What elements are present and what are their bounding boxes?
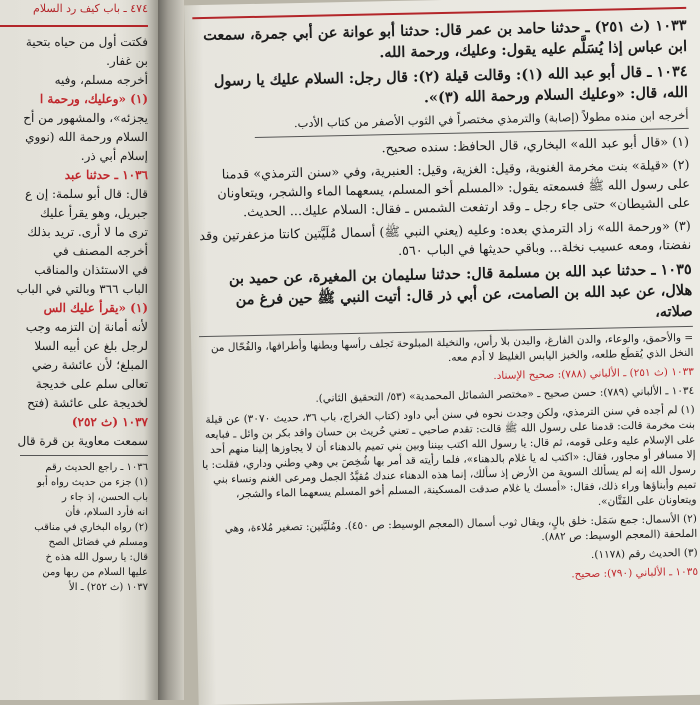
left-page-line: بن غفار. [106, 54, 148, 68]
left-page-line: انه فأرد السلام، فأن [65, 507, 148, 518]
note-1: (١) «قال أبو عبد الله» البخاري، قال الحافظ: سنده صحيح. [381, 134, 690, 157]
left-page-line: ومسلم في فضائل الصح [48, 537, 148, 548]
footnote-g: ١٠٣٥ ـ الألباني (٧٩٠): صحيح. [571, 565, 699, 581]
hadith-1034: ١٠٣٤ ـ قال أبو عبد الله (١): وقالت قيلة (٢): قال رجل: السلام عليك يا رسول الله، قال: «وعليك السلام ورحمة الله (٣)». [213, 62, 689, 107]
left-page-line: أخرجه مسلم، وفيه [54, 73, 148, 87]
footnote-e: (٢) الأسمال: جمع سَمَل: خلق بالٍ، ويقال ثوب أسمال (المعجم الوسيط: ص ٤٥٠). ومُلَيَّتين: تصغير مُلاءة، وهي الملحفة (المعجم الوسيط: ص ٨٨٢). [224, 512, 698, 544]
left-page-line: إسلام أبي ذر. [80, 149, 148, 163]
hadith-1033: ١٠٣٣ (ث ٢٥١) ـ حدثنا حامد بن عمر قال: حدثنا أبو عوانة عن أبي جمرة، سمعت ابن عباس إذا يُسَلَّم عليه يقول: وعليك، ورحمة الله. [202, 16, 688, 62]
left-page-line: فكتت أول من حياه بتحية [25, 35, 148, 49]
left-page-line: لخديجة على عائشة (فتح [27, 396, 148, 410]
left-header-rule [0, 25, 148, 27]
footnote-d: (١) لم أجده في سنن الترمذي، ولكن وجدت نحوه في سنن أبي داود (كتاب الخراج، باب ٣٦، حديث ٣٠٧٠) عن قيلة بنت مخرمة قالت: قدمنا على رسول الله ﷺ قالت: تقدم صاحبي ـ تعني حُريث بن حسان وافد بكر بن وائل ـ فبايعه على الإسلام عليه وعلى قومه، ثم قال: يا رسول الله اكتب بيننا وبين بني تميم بالدهناء أن لا يجاوزها إلينا منهم أحد إلا مسافر أو مجاور، فقال: «اكتب له يا غلام بالدهناء»، فلما رأيته قد أمر بها شُخِصَ بي وهي وطني وداري، فقلت: يا رسول الله إنه لم يسألك السوية من الأرض إذ سألك، إنما هذه الدهناء عندك مُقيَّدُ الجمل ومرعى الغنم ونساء بني تميم وأبناؤها وراء ذلك، فقال: «أمسك يا غلام صدقت المسكينة، المسلم أخو المسلم يسعهما الماء والشجر، ويتعاونان على الفَتَّان». [201, 403, 697, 508]
left-page-line: أخرجه المصنف في [53, 244, 148, 258]
left-page-line: ١٠٣٦ ـ راجع الحديث رقم [45, 462, 148, 473]
left-page-line: (١) جزء من حديث رواه أبو [37, 477, 148, 488]
footnote-a: = والأحمق، والوعاء، والدن الفارغ، والبدن بلا رأس، والنخيلة المبلوحة تَجلف رأسها وبطنها وأطرافها، والفُحّال من النخل الذي يُقطَع طلعه، والخبز اليابس الغليظ لا أدم معه. [210, 331, 694, 364]
left-page-line: جبريل، وهو يقرأ عليك [40, 206, 148, 220]
left-page-line: المبلغ؛ لأن عائشة رضي [31, 358, 148, 372]
left-page-line: ١٠٣٧ (ث ٢٥٢) [71, 415, 148, 429]
footnote-f: (٣) الحديث رقم (١١٧٨). [590, 546, 698, 562]
left-page-line: لأنه أمانة إن التزمه وجب [25, 320, 148, 334]
takhrij-note: أخرجه ابن منده مطولاً (إصابة) والترمذي مختصراً في الثوب الأصفر من كتاب الأدب. [293, 107, 689, 131]
left-page-line: تعالى سلم على خديجة [35, 377, 148, 391]
left-page-line: ١٠٣٦ ـ حدثنا عبد [64, 168, 148, 182]
left-page-line: السلام ورحمة الله (نووي [25, 130, 148, 144]
left-page-text [0, 33, 148, 595]
note-3: (٣) «ورحمة الله» زاد الترمذي بعده: وعليه (يعني النبي ﷺ) أسمال مُلَيَّتين كانتا مزعفرتين وقد نفضتا، ومعه عسيب نخلة... وباقي حديثها في الباب ٥٦٠. [199, 218, 692, 259]
left-page-line: (١) «يقرأ عليك الس [43, 301, 148, 315]
left-page-line: سمعت معاوية بن قرة قال [17, 434, 148, 448]
left-page-line: الباب ٣٦٦ وبالتي في الباب [16, 282, 148, 296]
left-page-line: (٢) رواه البخاري في مناقب [34, 522, 148, 533]
left-page-line: ١٠٣٧ (ث ٢٥٢) ـ الأ [69, 582, 148, 593]
left-page-line: باب الحسن، إذ جاء ر [62, 492, 148, 503]
left-page-line: ترى ما لا أرى. تريد بذلك [27, 225, 148, 239]
left-page-line: في الاستئذان والمناقب [34, 263, 148, 277]
left-page-line: يجزئه»، والمشهور من أح [23, 111, 148, 125]
left-page-header: ٤٧٤ ـ باب كيف رد السلام [33, 2, 148, 15]
book-gutter [158, 0, 184, 700]
left-page [0, 0, 158, 700]
footnote-b: ١٠٣٣ (ث ٢٥١) ـ الألباني (٧٨٨): صحيح الإسناد. [493, 365, 694, 383]
left-footnote-divider [20, 455, 148, 456]
left-page-line: قال: قال أبو سلمة: إن ع [25, 187, 148, 201]
hadith-1035: ١٠٣٥ ـ حدثنا عبد الله بن مسلمة قال: حدثنا سليمان بن المغيرة، عن حميد بن هلال، عن عبد الله بن الصامت، عن أبي ذر قال: أتيت النبي ﷺ حين فرغ من صلاته، [228, 260, 693, 321]
footnote-c: ١٠٣٤ ـ الألباني (٧٨٩): حسن صحيح ـ «مختصر الشمائل المحمدية» (٥٣/ التحقيق الثاني). [315, 384, 695, 405]
left-page-line: قال: يا رسول الله هذه خ [45, 552, 148, 563]
left-page-line: لرجل بلغ عن أبيه السلا [34, 339, 148, 353]
left-page-line: عليها السلام من ربها ومن [42, 567, 148, 578]
note-2: (٢) «قيلة» بنت مخرمة الغنوية، وقيل: الغزية، وقيل: العنبرية، وفي «سنن الترمذي» قدمنا على رسول الله ﷺ فسمعته يقول: «المسلم أخو المسلم، يسعهما الماء والشجر، ويتعاونان على الشيطان» حتى جاء رجل ـ وقد ارتفعت الشمس ـ فقال: السلام عليك... الحديث. [217, 157, 691, 221]
left-page-line: (١) «وعليك، ورحمة ا [39, 92, 148, 106]
right-page [184, 0, 700, 705]
